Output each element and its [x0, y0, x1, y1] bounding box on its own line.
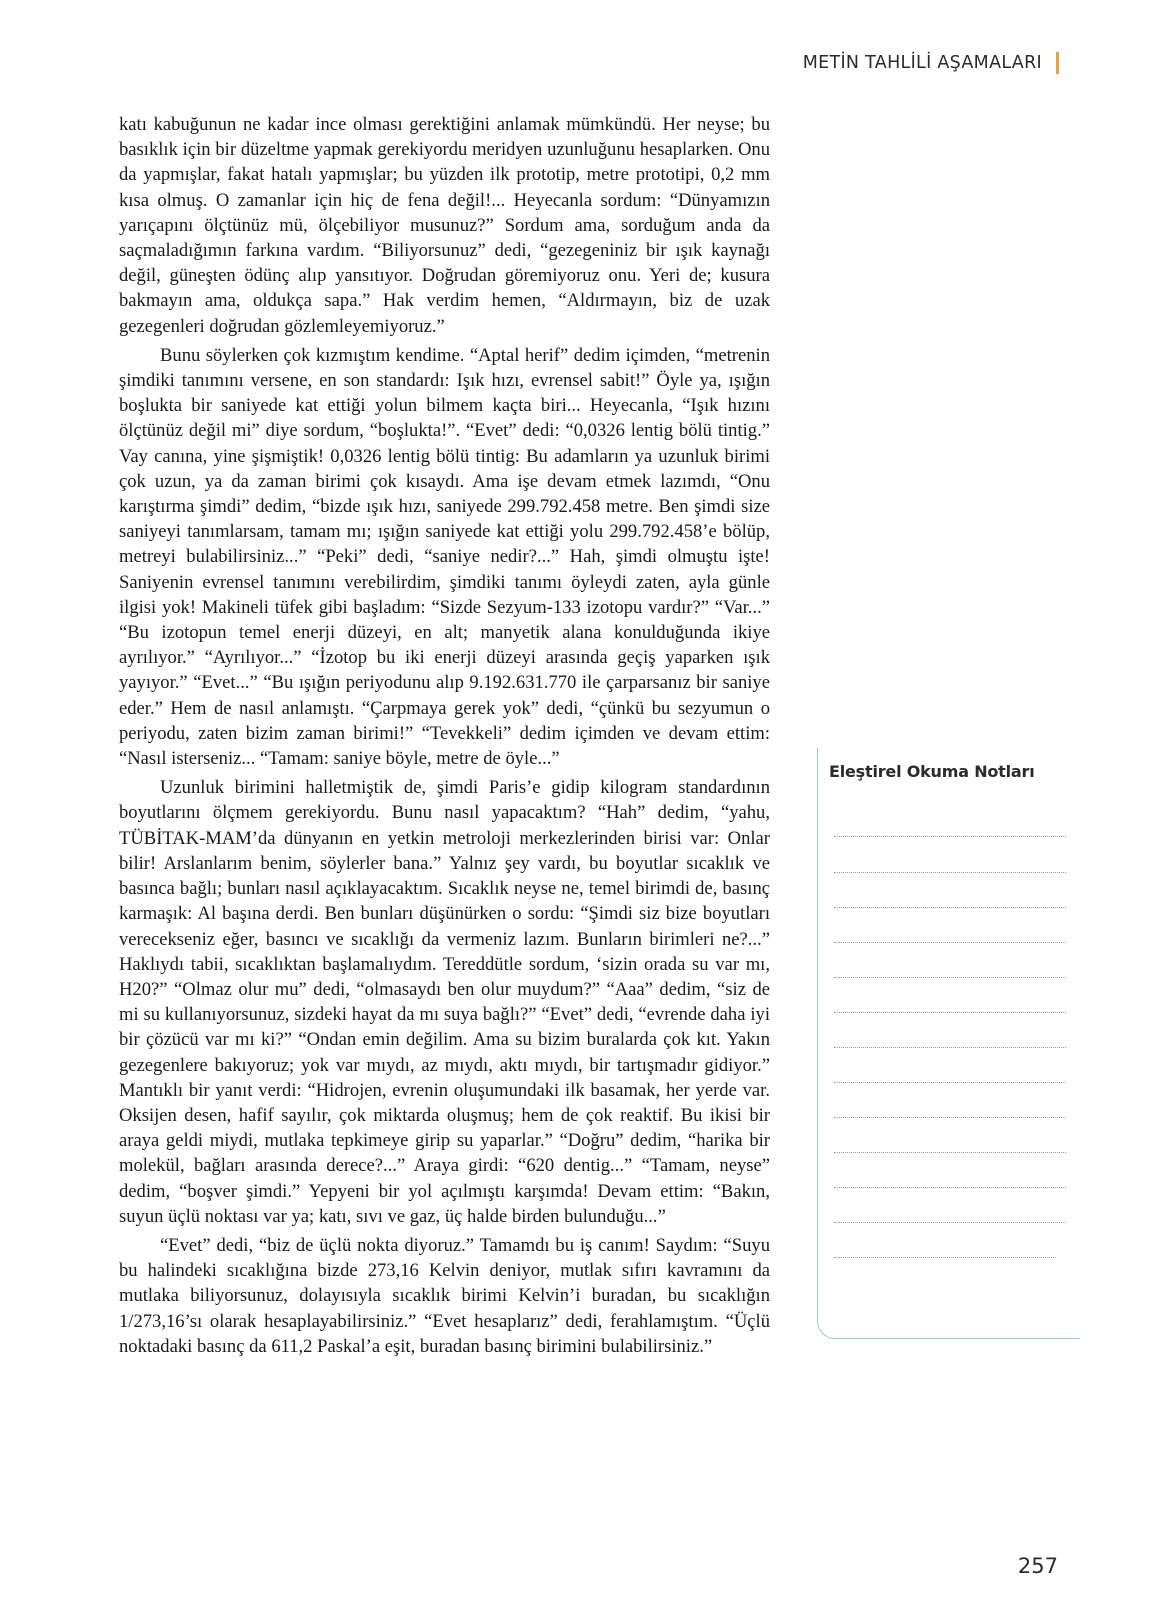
note-line: [834, 1152, 1066, 1153]
note-line: [834, 1257, 1056, 1258]
running-header: [803, 52, 1059, 74]
main-text: [119, 112, 770, 1363]
note-line: [834, 907, 1066, 908]
paragraph: “Evet” dedi, “biz de üçlü nokta diyoruz.” Tamamdı bu iş canım! Saydım: “Suyu bu halindeki sıcaklığına bizde 273,16 Kelvin deniyor, mutlak sıfırı kavramını da mutlaka biliyorsunuz, dolayısıyla sıcaklık birimi Kelvin’i buradan, bu sıcaklığın 1/273,16’sı olarak hesaplayabilirsiniz.” “Evet hesaplarız” dedi, ferahlamıştım. “Üçlü noktadaki basınç da 611,2 Paskal’a eşit, buradan basınç birimini bulabilirsiniz.”: [119, 1234, 770, 1357]
note-line: [834, 1117, 1066, 1118]
notes-title: Eleştirel Okuma Notları: [829, 762, 1035, 781]
note-line: [834, 1082, 1066, 1083]
section-title: METİN TAHLİLİ AŞAMALARI: [802, 53, 1042, 73]
paragraph: Bunu söylerken çok kızmıştım kendime. “Aptal herif” dedim içimden, “metrenin şimdiki tanımını versene, en son standardı: Işık hızı, evrensel sabit!” Öyle ya, ışığın boşlukta bir saniyede kat ettiği yolun bilmem kaçta biri... Heyecanla, “Işık hızını ölçtünüz değil mi” diye sordum, “boşlukta!”. “Evet” dedi: “0,0326 lentig bölü tintig.” Vay canına, yine şişmiştik! 0,0326 lentig bölü tintig: Bu adamların ya uzunluk birimi çok uzun, ya da zaman birimi çok kısaydı. Ama işe devam etmek lazımdı, “Onu karıştırma şimdi” dedim, “bizde ışık hızı, saniyede 299.792.458 metre. Ben şimdi size saniyeyi tanımlarsam, tamam mı; ışığın saniyede kat ettiği yolu 299.792.458’e bölüp, metreyi bulabilirsiniz...” “Peki” dedi, “saniye nedir?...” Hah, şimdi olmuştu işte! Saniyenin evrensel tanımını verebilirdim, şimdiki tanımı öyleydi zaten, ayla günle ilgisi yok! Makineli tüfek gibi başladım: “Sizde Sezyum-133 izotopu vardır?” “Var...” “Bu izotopun temel enerji düzeyi, en alt; manyetik alana konulduğunda ikiye ayrılıyor.” “Ayrılıyor...” “İzotop bu iki enerji düzeyi arasında geçiş yaparken ışık yayıyor.” “Evet...” “Bu ışığın periyodunu alıp 9.192.631.770 ile çarparsanız bir saniye eder.” Hem de nasıl anlamıştı. “Çarpmaya gerek yok” dedi, “çünkü bu sezyumun o periyodu, zaten bizim zaman birimi!” “Tevekkeli” dedim içimden ve devam ettim: “Nasıl isterseniz... “Tamam: saniye böyle, metre de öyle...”: [119, 344, 770, 770]
page-number: 257: [1017, 1554, 1058, 1578]
paragraph: Uzunluk birimini halletmiştik de, şimdi Paris’e gidip kilogram standardının boyutlarını ölçmem gerekiyordu. Bunu nasıl yapacaktım? “Hah” dedim, “yahu, TÜBİTAK-MAM’da dünyanın en yetkin metroloji merkezlerinden birisi var: Onlar bilir! Arslanlarım benim, söylerler bana.” Yalnız şey vardı, bu boyutlar sıcaklık ve basınca bağlı; bunları nasıl açıklayacaktım. Sıcaklık neyse ne, temel birimdi de, basınç karmaşık: Al başına derdi. Ben bunları düşünürken o sordu: “Şimdi siz bize boyutları verecekseniz eğer, basıncı ve sıcaklığı da vermeniz lazım. Bunların birimleri ne?...” Haklıydı tabii, sıcaklıktan başlamalıydım. Tereddütle sordum, ‘sizin orada su var mı, H20?” “Olmaz olur mu” dedi, “olmasaydı ben olur muydum?” “Aaa” dedim, “siz de mi su kullanıyorsunuz, sizdeki hayat da mı suya bağlı?” “Evet” dedi, “evrende daha iyi bir çözücü var mı ki?” “Ondan emin değilim. Ama su bizim buralarda çok kıt. Yakın gezegenlere bakıyoruz; yok var mıydı, az mıydı, aktı mıydı, bir tartışmadır gidiyor.” Mantıklı bir yanıt verdi: “Hidrojen, evrenin oluşumundaki ilk basamak, her yerde var. Oksijen desen, hafif sayılır, çok miktarda oluşmuş; hem de çok reaktif. Bu ikisi bir araya geldi miydi, mutlaka tepkimeye girip su yaparlar.” “Doğru” dedim, “harika bir molekül, bağları arasında derece?...” Araya girdi: “620 dentig...” “Tamam, neyse” dedim, “boşver şimdi.” Yepyeni bir yol açılmıştı karşımda! Devam ettim: “Bakın, suyun üçlü noktası var ya; katı, sıvı ve gaz, üç halde birden bulunduğu...”: [119, 777, 770, 1227]
note-line: [834, 836, 1066, 837]
note-line: [834, 942, 1066, 943]
note-line: [834, 1187, 1066, 1188]
paragraph: katı kabuğunun ne kadar ince olması gerektiğini anlamak mümkündü. Her neyse; bu basıklık için bir düzeltme yapmak gerekiyordu meridyen uzunluğunu hesaplarken. Onu da yapmışlar, fakat hatalı yapmışlar; bu yüzden ilk prototip, metre prototipi, 0,2 mm kısa olmuş. O zamanlar için hiç de fena değil!... Heyecanla sordum: “Dünyamızın yarıçapını ölçtünüz mü, ölçebiliyor musunuz?” Sordum ama, sorduğum anda da saçmaladığımın farkına vardım. “Biliyorsunuz” dedi, “gezegeniniz bir ışık kaynağı değil, güneşten ödünç alıp yansıtıyor. Doğrudan göremiyoruz onu. Yeri de; kusura bakmayın ama, oldukça sapa.” Hak verdim hemen, “Aldırmayın, biz de uzak gezegenleri doğrudan gözlemleyemiyoruz.”: [119, 114, 770, 337]
note-line: [834, 872, 1066, 873]
header-accent-bar: [1056, 52, 1059, 74]
note-line: [834, 977, 1066, 978]
note-line: [834, 1012, 1066, 1013]
note-line: [834, 1047, 1066, 1048]
note-line: [834, 1222, 1066, 1223]
